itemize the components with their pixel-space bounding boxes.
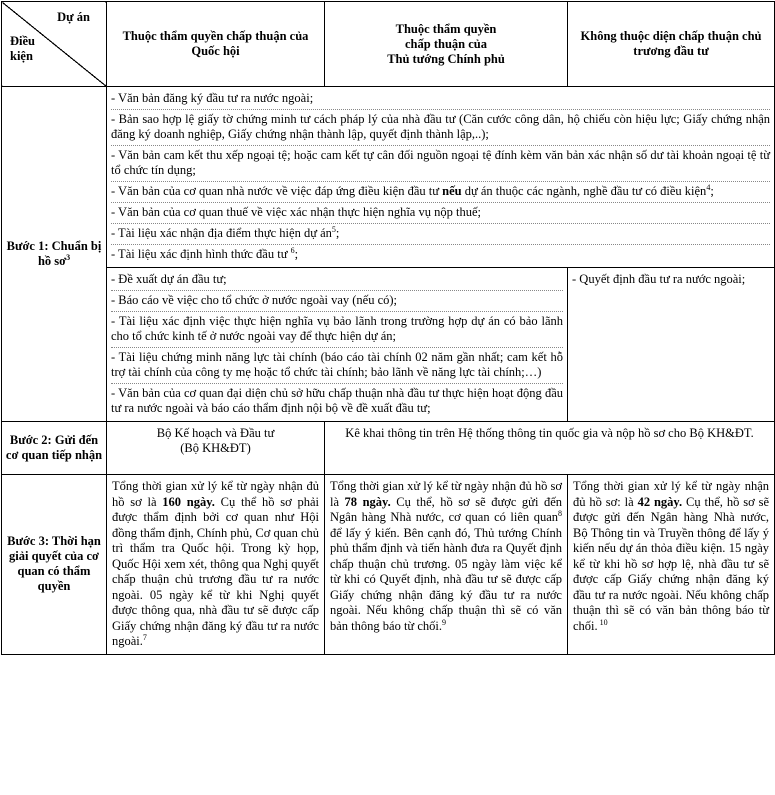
list-item: - Văn bản đăng ký đầu tư ra nước ngoài; [111, 89, 770, 110]
list-item: - Đề xuất dự án đầu tư; [111, 270, 563, 291]
step2-col1-line2: (Bộ KH&ĐT) [180, 441, 251, 455]
step2-col1-line1: Bộ Kế hoạch và Đầu tư [156, 426, 275, 440]
corner-bottom-label: Điều kiện [10, 34, 35, 63]
list-item: - Tài liệu xác nhận địa điểm thực hiện dự $án^5$; [111, 224, 770, 245]
corner-header-cell [2, 2, 107, 87]
step3-col1: Tổng thời gian xử lý kể từ ngày nhận đủ hồ sơ là 160 ngày. Cụ thể hồ sơ phải được thẩm định bởi cơ quan như Hội đồng thẩm định, Chính phủ, Cơ quan chủ trì thẩm tra Quốc hội. Trong kỳ họp, Quốc Hội xem xét, thông qua Nghị quyết chấp thuận chủ trương đầu tư ra nước ngoài. 05 ngày kể từ khi Nghị quyết được thông qua, nhà đầu tư sẽ được cấp Giấy chứng nhận đăng ký đầu tư ra nước ngoài.$^7$ [107, 475, 325, 655]
header-col-no-approval: Không thuộc diện chấp thuận chủ trương đầu tư [568, 2, 775, 87]
step3-col3: Tổng thời gian xử lý kể từ ngày nhận đủ hồ sơ: là 42 ngày. Cụ thể, hồ sơ sẽ được gửi đến Ngân hàng Nhà nước, Bộ Thông tin và Truyền thông để lấy ý kiến nếu dự án thỏa điều kiện. 15 ngày kể từ khi hồ sơ hợp lệ, nhà đầu tư sẽ được cấp Giấy chứng nhận đăng ký đầu tư ra nước ngoài. Nếu không chấp thuận thì sẽ có văn bản thông báo từ chối. $^{10}$ [568, 475, 775, 655]
extra-document-list [107, 268, 567, 421]
step3-label: Bước 3: Thời hạn giải quyết của cơ quan có thẩm quyền [2, 475, 107, 655]
step2-row [2, 422, 775, 475]
list-item: - Tài liệu chứng minh năng lực tài chính (báo cáo tài chính 02 năm gần nhất; cam kết hỗ trợ tài chính của công ty mẹ hoặc tổ chức tài chính; bảo lãnh về năng lực tài chính;…) [111, 348, 563, 384]
list-item: - Tài liệu xác định việc thực hiện nghĩa vụ bảo lãnh trong trường hợp dự án có bảo lãnh cho tổ chức kinh tế ở nước ngoài vay để thực hiện dự án; [111, 312, 563, 348]
step1-row-b [2, 268, 775, 422]
list-item: - Văn bản cam kết thu xếp ngoại tệ; hoặc cam kết tự cân đối nguồn ngoại tệ đính kèm văn bản xác nhận số dư tài khoản ngoại tệ từ tổ chức tín dụng; [111, 146, 770, 182]
col3-document-list [568, 268, 774, 292]
step3-row [2, 475, 775, 655]
step3-col2: Tổng thời gian xử lý kể từ ngày nhận đủ hồ sơ là 78 ngày. Cụ thể, hồ sơ sẽ được gửi đến Ngân hàng Nhà nước, cơ quan có liên quan$^8$ để lấy ý kiến. Bên cạnh đó, Thủ tướng Chính phủ thẩm định và tiến hành đưa ra Quyết định chấp thuận chủ trương. 05 ngày làm việc kể từ khi có Quyết định, nhà đầu tư sẽ được cấp Giấy chứng nhận đăng ký đầu tư ra nước ngoài. Nếu không chấp thuận thì sẽ có văn bản thông báo từ chối.$^9$ [325, 475, 568, 655]
list-item: - Văn bản của cơ quan nhà nước về việc đáp ứng điều kiện đầu tư nếu dự án thuộc các ngành, nghề đầu tư có điều kiện$^4$; [111, 182, 770, 203]
list-item: - Bản sao hợp lệ giấy tờ chứng minh tư cách pháp lý của nhà đầu tư (Căn cước công dân, hộ chiếu còn hiệu lực; Giấy chứng nhận đăng ký doanh nghiệp, Giấy chứng nhận thành lập, quyết định thành lập,..); [111, 110, 770, 146]
list-item: - Tài liệu xác định hình thức đầu tư $^6$; [111, 245, 299, 261]
step2-col1 [107, 422, 325, 475]
step1-common-documents [107, 87, 775, 268]
step1-label: Bước 1: Chuẩn bị hồ $sơ^3$ [2, 87, 107, 422]
step1-extra-documents [107, 268, 568, 422]
investment-procedure-table [1, 1, 775, 655]
step2-label: Bước 2: Gửi đến cơ quan tiếp nhận [2, 422, 107, 475]
list-item: - Văn bản của cơ quan thuế về việc xác nhận thực hiện nghĩa vụ nộp thuế; [111, 203, 770, 224]
header-row [2, 2, 775, 87]
common-document-list [107, 87, 774, 267]
list-item: - Quyết định đầu tư ra nước ngoài; [572, 272, 746, 286]
list-item: - Văn bản của cơ quan đại diện chủ sở hữu chấp thuận nhà đầu tư thực hiện hoạt động đầu tư ra nước ngoài và báo cáo thẩm định nội bộ về đề xuất đầu tư; [111, 386, 563, 415]
list-item: - Báo cáo về việc cho tổ chức ở nước ngoài vay (nếu có); [111, 291, 563, 312]
step2-col23: Kê khai thông tin trên Hệ thống thông tin quốc gia và nộp hồ sơ cho Bộ KH&ĐT. [325, 422, 775, 475]
step1-row-a [2, 87, 775, 268]
corner-top-label: Dự án [57, 10, 90, 24]
header-col-prime-minister: Thuộc thẩm quyền chấp thuận của Thủ tướng Chính phủ [325, 2, 568, 87]
step1-col3-documents [568, 268, 775, 422]
header-col-national-assembly: Thuộc thẩm quyền chấp thuận của Quốc hội [107, 2, 325, 87]
